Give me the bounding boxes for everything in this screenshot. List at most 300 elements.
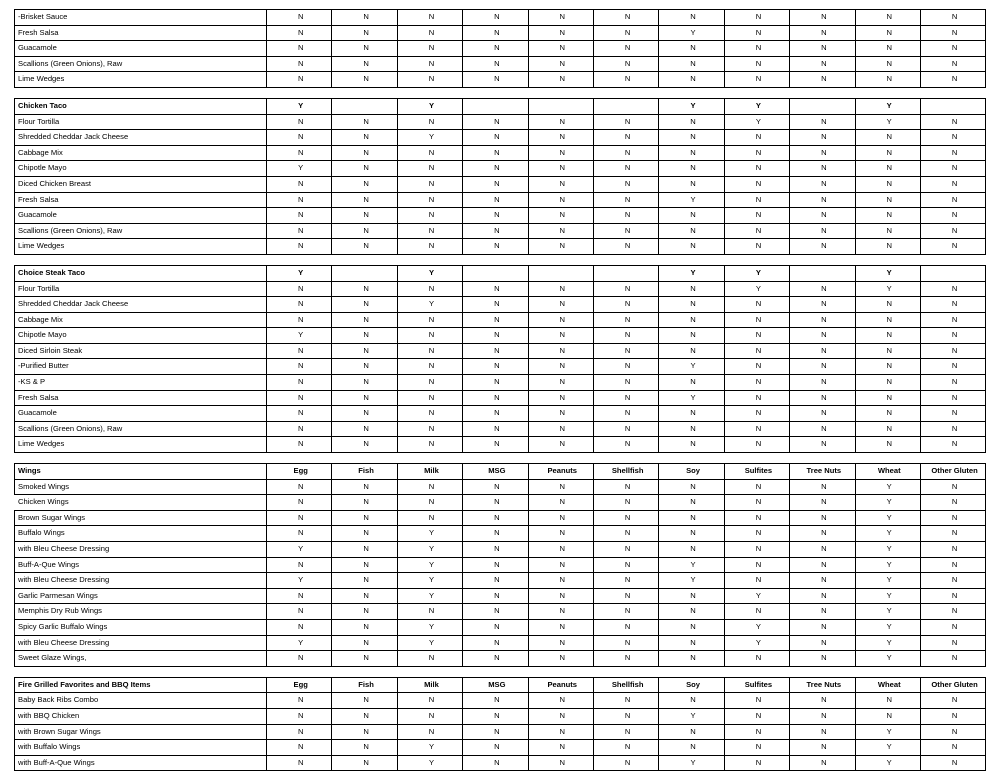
allergen-value-cell: N	[332, 724, 397, 740]
allergen-value-cell: N	[332, 328, 397, 344]
allergen-value-cell: N	[724, 161, 789, 177]
allergen-value-cell: N	[920, 421, 985, 437]
allergen-value-cell: N	[463, 542, 528, 558]
allergen-value-cell: N	[724, 437, 789, 453]
allergen-value-cell: N	[463, 161, 528, 177]
table-row	[15, 693, 986, 709]
allergen-value-cell: N	[528, 359, 593, 375]
allergen-value-cell: N	[528, 208, 593, 224]
allergen-value-cell	[332, 666, 397, 677]
allergen-value-cell: N	[724, 359, 789, 375]
allergen-value-cell	[593, 98, 658, 114]
allergen-value-cell: N	[332, 526, 397, 542]
allergen-value-cell: N	[267, 651, 332, 667]
allergen-value-cell: N	[397, 192, 462, 208]
allergen-value-cell: Y	[855, 755, 920, 771]
allergen-value-cell: Y	[659, 390, 724, 406]
allergen-value-cell: N	[920, 145, 985, 161]
allergen-value-cell: N	[397, 343, 462, 359]
allergen-value-cell	[790, 87, 855, 98]
allergen-value-cell: N	[528, 619, 593, 635]
allergen-value-cell: N	[397, 693, 462, 709]
allergen-value-cell: N	[593, 619, 658, 635]
allergen-value-cell: Peanuts	[528, 677, 593, 693]
item-name-cell: Buffalo Wings	[15, 526, 267, 542]
allergen-value-cell: MSG	[463, 677, 528, 693]
allergen-value-cell: N	[332, 56, 397, 72]
table-row	[15, 406, 986, 422]
allergen-value-cell: N	[790, 604, 855, 620]
allergen-value-cell: N	[659, 375, 724, 391]
allergen-value-cell: N	[593, 495, 658, 511]
allergen-value-cell: N	[528, 437, 593, 453]
table-row	[15, 41, 986, 57]
allergen-value-cell: N	[920, 281, 985, 297]
allergen-value-cell: N	[332, 604, 397, 620]
allergen-value-cell	[593, 265, 658, 281]
allergen-value-cell: Y	[267, 542, 332, 558]
allergen-value-cell: N	[855, 208, 920, 224]
table-row	[15, 604, 986, 620]
allergen-value-cell: N	[659, 10, 724, 26]
table-row	[15, 145, 986, 161]
allergen-value-cell: N	[593, 328, 658, 344]
allergen-value-cell: N	[267, 557, 332, 573]
allergen-value-cell: N	[724, 510, 789, 526]
allergen-value-cell: Y	[659, 359, 724, 375]
allergen-value-cell: N	[397, 390, 462, 406]
allergen-value-cell: Y	[855, 635, 920, 651]
allergen-value-cell: N	[593, 588, 658, 604]
allergen-value-cell: N	[659, 343, 724, 359]
allergen-value-cell: Y	[659, 192, 724, 208]
allergen-value-cell: N	[332, 72, 397, 88]
allergen-value-cell: Y	[397, 619, 462, 635]
allergen-value-cell: N	[724, 375, 789, 391]
allergen-value-cell: N	[855, 72, 920, 88]
allergen-value-cell	[724, 666, 789, 677]
allergen-value-cell: N	[528, 145, 593, 161]
allergen-value-cell: N	[332, 281, 397, 297]
allergen-value-cell: N	[528, 740, 593, 756]
allergen-value-cell: N	[332, 25, 397, 41]
allergen-value-cell: N	[463, 651, 528, 667]
allergen-value-cell: N	[920, 130, 985, 146]
allergen-value-cell: N	[267, 359, 332, 375]
allergen-value-cell: N	[397, 281, 462, 297]
allergen-value-cell: N	[724, 41, 789, 57]
item-name-cell: with Brown Sugar Wings	[15, 724, 267, 740]
allergen-value-cell: N	[528, 176, 593, 192]
allergen-value-cell	[463, 98, 528, 114]
table-row	[15, 651, 986, 667]
allergen-value-cell	[397, 666, 462, 677]
table-row	[15, 588, 986, 604]
allergen-value-cell: N	[267, 437, 332, 453]
allergen-value-cell: N	[659, 542, 724, 558]
allergen-value-cell: N	[332, 239, 397, 255]
allergen-value-cell: N	[332, 635, 397, 651]
allergen-value-cell: N	[593, 390, 658, 406]
allergen-value-cell: N	[463, 223, 528, 239]
allergen-value-cell: Y	[397, 573, 462, 589]
item-name-cell: Sweet Glaze Wings,	[15, 651, 267, 667]
allergen-value-cell: N	[332, 557, 397, 573]
allergen-value-cell	[267, 87, 332, 98]
allergen-value-cell: N	[855, 328, 920, 344]
allergen-value-cell: N	[920, 588, 985, 604]
allergen-value-cell: N	[332, 619, 397, 635]
allergen-value-cell: N	[790, 542, 855, 558]
allergen-value-cell: N	[463, 588, 528, 604]
allergen-value-cell: N	[790, 176, 855, 192]
allergen-value-cell: Y	[659, 755, 724, 771]
allergen-value-cell: N	[593, 297, 658, 313]
allergen-value-cell: N	[397, 437, 462, 453]
allergen-value-cell: N	[920, 693, 985, 709]
allergen-value-cell: N	[267, 72, 332, 88]
allergen-value-cell: N	[659, 239, 724, 255]
allergen-value-cell: N	[463, 421, 528, 437]
allergen-value-cell: N	[593, 161, 658, 177]
allergen-value-cell: N	[855, 708, 920, 724]
allergen-value-cell: N	[855, 145, 920, 161]
allergen-value-cell: N	[790, 343, 855, 359]
allergen-value-cell: N	[267, 297, 332, 313]
allergen-value-cell	[659, 666, 724, 677]
allergen-value-cell: N	[593, 72, 658, 88]
allergen-value-cell: N	[267, 406, 332, 422]
allergen-value-cell: N	[397, 72, 462, 88]
allergen-value-cell: Y	[659, 573, 724, 589]
table-row	[15, 635, 986, 651]
allergen-value-cell: Y	[855, 619, 920, 635]
allergen-value-cell: N	[659, 619, 724, 635]
allergen-value-cell: N	[790, 56, 855, 72]
allergen-value-cell: N	[463, 708, 528, 724]
table-row	[15, 10, 986, 26]
allergen-value-cell	[593, 87, 658, 98]
allergen-value-cell	[659, 453, 724, 464]
allergen-value-cell: N	[593, 406, 658, 422]
allergen-value-cell	[267, 254, 332, 265]
allergen-value-cell: N	[659, 161, 724, 177]
allergen-value-cell: N	[463, 375, 528, 391]
table-row	[15, 421, 986, 437]
allergen-value-cell: N	[397, 328, 462, 344]
allergen-value-cell	[593, 666, 658, 677]
allergen-value-cell: N	[267, 375, 332, 391]
allergen-value-cell: Soy	[659, 464, 724, 480]
allergen-value-cell: N	[332, 297, 397, 313]
allergen-value-cell: Y	[855, 651, 920, 667]
allergen-value-cell: N	[790, 25, 855, 41]
item-name-cell: Memphis Dry Rub Wings	[15, 604, 267, 620]
allergen-value-cell: N	[724, 421, 789, 437]
allergen-value-cell: N	[790, 526, 855, 542]
allergen-value-cell: N	[463, 724, 528, 740]
allergen-value-cell: N	[463, 41, 528, 57]
allergen-value-cell: N	[920, 526, 985, 542]
allergen-value-cell: N	[528, 542, 593, 558]
allergen-value-cell	[790, 265, 855, 281]
allergen-value-cell: Y	[659, 25, 724, 41]
allergen-value-cell: N	[724, 176, 789, 192]
allergen-value-cell: N	[855, 312, 920, 328]
allergen-value-cell: N	[267, 495, 332, 511]
allergen-value-cell: N	[790, 359, 855, 375]
allergen-value-cell: N	[790, 635, 855, 651]
allergen-value-cell: N	[397, 25, 462, 41]
item-name-cell: Fire Grilled Favorites and BBQ Items	[15, 677, 267, 693]
allergen-value-cell: N	[593, 557, 658, 573]
allergen-value-cell: N	[528, 281, 593, 297]
allergen-value-cell: N	[397, 604, 462, 620]
allergen-value-cell: N	[790, 755, 855, 771]
allergen-value-cell: Y	[724, 114, 789, 130]
table-row	[15, 437, 986, 453]
allergen-value-cell: N	[463, 573, 528, 589]
item-name-cell: Chipotle Mayo	[15, 161, 267, 177]
allergen-value-cell: N	[332, 588, 397, 604]
allergen-value-cell: N	[790, 223, 855, 239]
allergen-value-cell	[332, 87, 397, 98]
allergen-value-cell: N	[267, 10, 332, 26]
allergen-value-cell: N	[332, 479, 397, 495]
item-name-cell: Brown Sugar Wings	[15, 510, 267, 526]
allergen-value-cell: N	[332, 359, 397, 375]
allergen-value-cell: Sulfites	[724, 677, 789, 693]
item-name-cell	[15, 254, 267, 265]
allergen-value-cell: N	[593, 239, 658, 255]
allergen-value-cell: N	[724, 312, 789, 328]
table-row	[15, 708, 986, 724]
allergen-value-cell: N	[724, 708, 789, 724]
allergen-value-cell: Soy	[659, 677, 724, 693]
allergen-value-cell	[528, 265, 593, 281]
allergen-value-cell: N	[593, 145, 658, 161]
allergen-value-cell: N	[593, 542, 658, 558]
allergen-value-cell: N	[920, 724, 985, 740]
allergen-value-cell: N	[790, 740, 855, 756]
allergen-value-cell: N	[790, 390, 855, 406]
allergen-value-cell: N	[528, 510, 593, 526]
allergen-value-cell: N	[790, 114, 855, 130]
table-row	[15, 495, 986, 511]
item-name-cell: Baby Back Ribs Combo	[15, 693, 267, 709]
allergen-value-cell: N	[332, 10, 397, 26]
allergen-value-cell: N	[397, 510, 462, 526]
table-row	[15, 755, 986, 771]
table-row	[15, 192, 986, 208]
allergen-matrix-body	[15, 10, 986, 771]
allergen-value-cell: N	[920, 328, 985, 344]
allergen-value-cell: N	[855, 192, 920, 208]
allergen-value-cell: N	[855, 390, 920, 406]
allergen-value-cell: N	[920, 755, 985, 771]
allergen-value-cell: N	[528, 328, 593, 344]
allergen-value-cell: N	[397, 41, 462, 57]
allergen-value-cell	[397, 453, 462, 464]
allergen-value-cell: N	[528, 161, 593, 177]
allergen-value-cell: N	[920, 223, 985, 239]
allergen-value-cell: N	[332, 208, 397, 224]
allergen-value-cell: N	[397, 375, 462, 391]
allergen-value-cell: N	[790, 312, 855, 328]
allergen-value-cell: N	[332, 192, 397, 208]
allergen-value-cell: Other Gluten	[920, 464, 985, 480]
allergen-value-cell: N	[267, 208, 332, 224]
allergen-value-cell	[855, 254, 920, 265]
item-name-cell: Guacamole	[15, 41, 267, 57]
allergen-value-cell: N	[593, 708, 658, 724]
allergen-value-cell: N	[659, 740, 724, 756]
table-row	[15, 479, 986, 495]
allergen-value-cell: N	[724, 297, 789, 313]
allergen-value-cell: N	[267, 114, 332, 130]
allergen-value-cell: N	[593, 421, 658, 437]
allergen-value-cell: N	[724, 208, 789, 224]
allergen-value-cell: N	[790, 406, 855, 422]
allergen-value-cell: Y	[397, 557, 462, 573]
allergen-value-cell: N	[332, 740, 397, 756]
allergen-value-cell: N	[463, 406, 528, 422]
allergen-value-cell: N	[790, 161, 855, 177]
allergen-value-cell: N	[659, 635, 724, 651]
allergen-value-cell: N	[463, 343, 528, 359]
table-row	[15, 740, 986, 756]
allergen-value-cell: N	[659, 495, 724, 511]
allergen-value-cell: N	[332, 343, 397, 359]
allergen-value-cell: N	[593, 41, 658, 57]
allergen-value-cell	[332, 254, 397, 265]
allergen-value-cell: N	[659, 651, 724, 667]
allergen-value-cell: N	[593, 510, 658, 526]
allergen-value-cell: N	[790, 479, 855, 495]
allergen-value-cell: N	[528, 114, 593, 130]
allergen-value-cell: N	[920, 343, 985, 359]
allergen-value-cell: N	[528, 604, 593, 620]
allergen-value-cell: N	[790, 72, 855, 88]
allergen-value-cell: N	[397, 406, 462, 422]
table-row	[15, 223, 986, 239]
allergen-value-cell: Y	[855, 281, 920, 297]
allergen-value-cell: N	[920, 72, 985, 88]
allergen-value-cell: N	[528, 406, 593, 422]
allergen-value-cell: N	[659, 41, 724, 57]
allergen-value-cell: N	[724, 145, 789, 161]
allergen-value-cell: N	[528, 297, 593, 313]
allergen-value-cell: Y	[397, 542, 462, 558]
item-name-cell: -Purified Butter	[15, 359, 267, 375]
table-spacer-row	[15, 453, 986, 464]
table-row	[15, 510, 986, 526]
allergen-value-cell: Tree Nuts	[790, 677, 855, 693]
allergen-value-cell: Y	[397, 297, 462, 313]
allergen-value-cell: N	[920, 359, 985, 375]
allergen-value-cell: N	[920, 208, 985, 224]
allergen-value-cell	[463, 666, 528, 677]
item-name-cell: Lime Wedges	[15, 72, 267, 88]
allergen-value-cell: N	[920, 542, 985, 558]
allergen-value-cell: Y	[397, 635, 462, 651]
allergen-value-cell: Y	[855, 479, 920, 495]
allergen-value-cell: N	[920, 437, 985, 453]
allergen-value-cell: N	[920, 479, 985, 495]
allergen-value-cell: N	[267, 421, 332, 437]
allergen-value-cell: N	[397, 708, 462, 724]
allergen-value-cell: MSG	[463, 464, 528, 480]
allergen-value-cell: Y	[855, 526, 920, 542]
table-row	[15, 343, 986, 359]
table-row	[15, 328, 986, 344]
allergen-value-cell: N	[659, 297, 724, 313]
allergen-value-cell: Y	[855, 265, 920, 281]
allergen-value-cell: N	[724, 495, 789, 511]
allergen-value-cell: N	[659, 114, 724, 130]
allergen-value-cell: N	[855, 421, 920, 437]
item-name-cell	[15, 453, 267, 464]
item-name-cell: Guacamole	[15, 406, 267, 422]
allergen-value-cell: Y	[855, 604, 920, 620]
allergen-value-cell: N	[463, 495, 528, 511]
allergen-value-cell: N	[397, 421, 462, 437]
allergen-value-cell: N	[920, 239, 985, 255]
allergen-value-cell: Peanuts	[528, 464, 593, 480]
allergen-value-cell: N	[463, 755, 528, 771]
allergen-value-cell: N	[659, 208, 724, 224]
allergen-value-cell: N	[397, 359, 462, 375]
allergen-value-cell: N	[593, 25, 658, 41]
allergen-value-cell: N	[397, 114, 462, 130]
allergen-value-cell: N	[920, 573, 985, 589]
allergen-value-cell: N	[528, 526, 593, 542]
allergen-value-cell: N	[528, 588, 593, 604]
allergen-value-cell: Y	[724, 98, 789, 114]
allergen-value-cell: Y	[659, 557, 724, 573]
allergen-value-cell: N	[463, 740, 528, 756]
table-row	[15, 375, 986, 391]
allergen-value-cell: N	[790, 588, 855, 604]
allergen-value-cell: N	[528, 192, 593, 208]
table-row	[15, 72, 986, 88]
allergen-value-cell: N	[790, 328, 855, 344]
allergen-value-cell: N	[790, 557, 855, 573]
allergen-value-cell: N	[593, 693, 658, 709]
allergen-value-cell: N	[528, 557, 593, 573]
allergen-value-cell: N	[593, 312, 658, 328]
allergen-value-cell: N	[397, 239, 462, 255]
allergen-value-cell: N	[267, 239, 332, 255]
table-header-row	[15, 677, 986, 693]
allergen-value-cell	[528, 87, 593, 98]
allergen-value-cell: N	[267, 25, 332, 41]
allergen-value-cell: N	[528, 495, 593, 511]
allergen-value-cell	[267, 666, 332, 677]
item-name-cell: Diced Chicken Breast	[15, 176, 267, 192]
allergen-value-cell: Y	[397, 740, 462, 756]
allergen-value-cell: Y	[397, 588, 462, 604]
allergen-value-cell: N	[528, 343, 593, 359]
table-row	[15, 130, 986, 146]
allergen-value-cell: N	[920, 161, 985, 177]
allergen-value-cell: N	[593, 740, 658, 756]
item-name-cell: Chipotle Mayo	[15, 328, 267, 344]
allergen-value-cell: N	[790, 192, 855, 208]
allergen-value-cell: N	[528, 390, 593, 406]
allergen-value-cell: N	[593, 437, 658, 453]
allergen-value-cell: N	[724, 343, 789, 359]
